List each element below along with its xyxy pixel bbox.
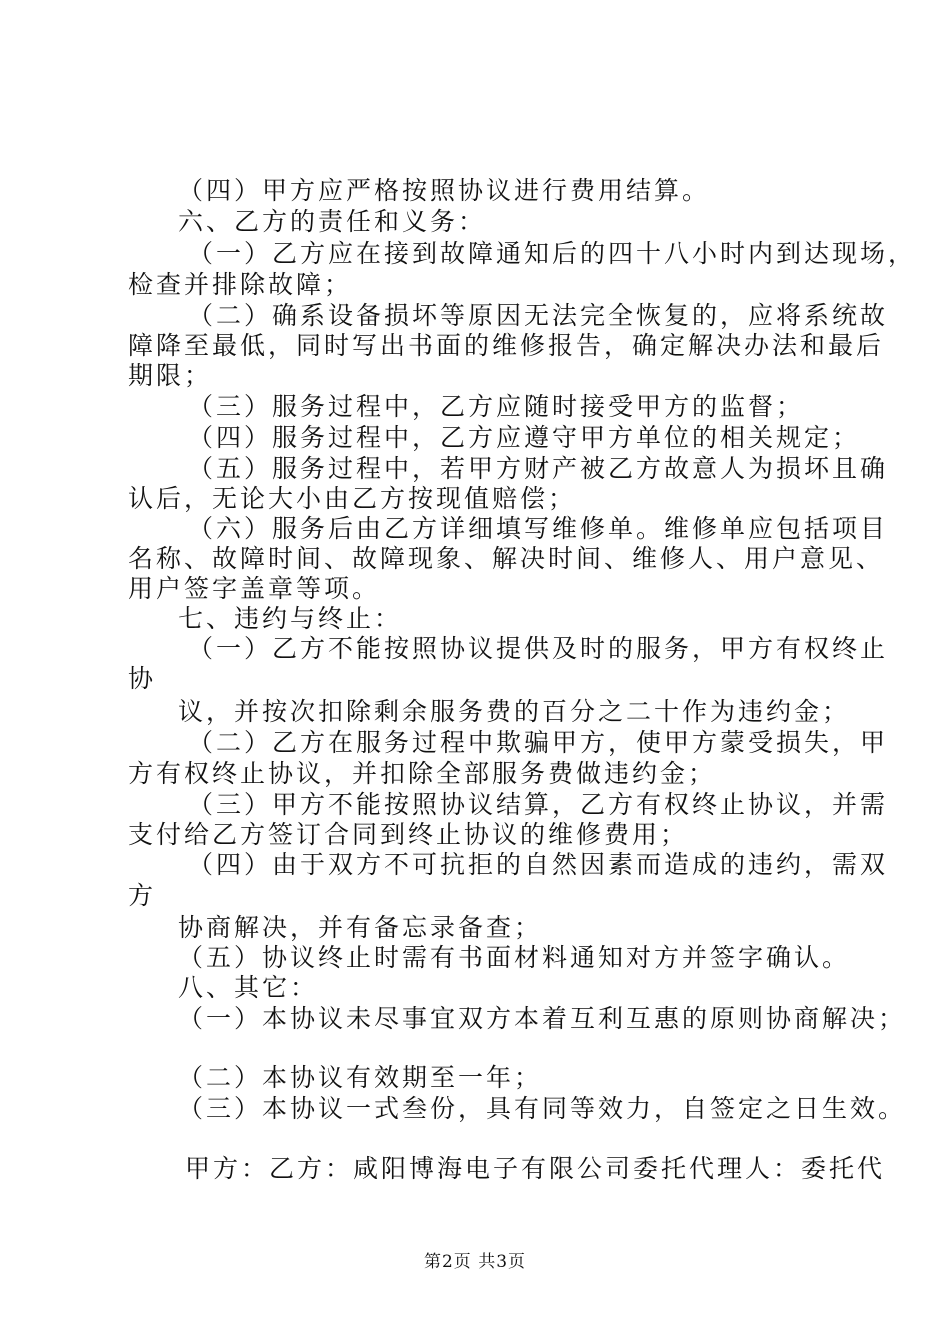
text-line: （五）服务过程中，若甲方财产被乙方故意人为损坏且确 [188,454,889,483]
text-line: 期限； [128,361,213,390]
text-line: 用户签字盖章等项。 [128,574,381,603]
text-line: 协商解决，并有备忘录备查； [178,913,543,942]
text-line: （一）乙方应在接到故障通知后的四十八小时内到达现场， [188,239,917,268]
text-line: 障降至最低，同时写出书面的维修报告，确定解决办法和最后 [128,331,885,360]
page-footer: 第2页 共3页 [423,1252,527,1272]
text-line: （二）乙方在服务过程中欺骗甲方，使甲方蒙受损失，甲 [188,728,889,757]
section-heading: 八、其它： [178,973,319,1002]
text-line: 方有权终止协议，并扣除全部服务费做违约金； [128,759,717,788]
text-line: （五）协议终止时需有书面材料通知对方并签字确认。 [178,943,851,972]
text-line: （一）乙方不能按照协议提供及时的服务，甲方有权终止 [188,634,889,663]
text-line: （一）本协议未尽事宜双方本着互利互惠的原则协商解决； [178,1004,907,1033]
text-line: （二）本协议有效期至一年； [178,1063,543,1092]
text-line: （四）服务过程中，乙方应遵守甲方单位的相关规定； [188,423,861,452]
section-heading: 七、违约与终止： [178,604,403,633]
text-line: 检查并排除故障； [128,270,353,299]
text-line: （四）由于双方不可抗拒的自然因素而造成的违约，需双 [188,850,889,879]
text-line: 协 [128,664,157,693]
section-heading: 六、乙方的责任和义务： [178,207,487,236]
text-line: （三）本协议一式叁份，具有同等效力，自签定之日生效。 [178,1094,907,1123]
text-line: （四）甲方应严格按照协议进行费用结算。 [178,176,711,205]
text-line: （六）服务后由乙方详细填写维修单。维修单应包括项目 [188,514,889,543]
text-line: （三）服务过程中，乙方应随时接受甲方的监督； [188,392,805,421]
text-line: （二）确系设备损坏等原因无法完全恢复的，应将系统故 [188,301,889,330]
signature-line: 甲方：乙方：咸阳博海电子有限公司委托代理人：委托代 [185,1154,886,1183]
text-line: 支付给乙方签订合同到终止协议的维修费用； [128,820,689,849]
text-line: 方 [128,881,157,910]
text-line: 认后，无论大小由乙方按现值赔偿； [128,484,577,513]
text-line: 议，并按次扣除剩余服务费的百分之二十作为违约金； [178,697,851,726]
text-line: 名称、故障时间、故障现象、解决时间、维修人、用户意见、 [128,544,885,573]
text-line: （三）甲方不能按照协议结算，乙方有权终止协议，并需 [188,790,889,819]
